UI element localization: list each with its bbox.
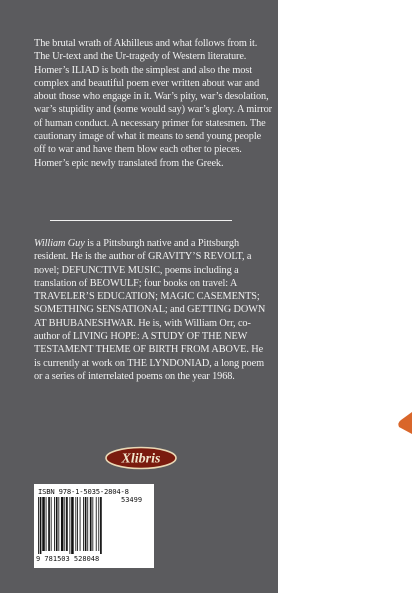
barcode-bar (77, 497, 78, 551)
blurb-paragraph: The brutal wrath of Akhilleus and what follows from it. The Ur-text and the Ur-tragedy of Western literature. Homer’s ILIAD is both the simplest and also the most complex and beautiful poem ever written about war and about those who engage in it. War’s pity, war’s desolation, war’s stupidity and (some would say) war’s glory. A mirror of human conduct. A necessary primer for statesmen. The cautionary image of what it means to send young people off to war and have them blow each other to pieces. Homer’s epic newly translated from the Greek. (34, 38, 272, 169)
publisher-logo (104, 446, 178, 470)
barcode-bar (66, 497, 68, 551)
front-cover-edge (278, 0, 412, 593)
barcode-bar (87, 497, 88, 551)
barcode-block (34, 484, 154, 568)
barcode-bar (61, 497, 64, 551)
divider-line (50, 220, 232, 221)
barcode-bar (56, 497, 58, 551)
price-code: 53499 (121, 496, 143, 504)
publisher-logo-text: Xlibris (121, 451, 161, 467)
barcode-bar (40, 497, 42, 554)
barcode-bar (51, 497, 52, 551)
publisher-logo-graphic (104, 446, 178, 470)
author-name: William Guy (34, 238, 85, 249)
isbn-label: ISBN 978-1-5035-2804-8 (38, 487, 129, 496)
barcode-bar (80, 497, 81, 551)
barcode-bars (38, 497, 118, 554)
author-bio (34, 237, 272, 383)
barcode-bar (71, 497, 74, 554)
orange-accent-mark (397, 412, 412, 434)
barcode-bar (92, 497, 93, 551)
barcode-bar (46, 497, 47, 551)
barcode-bar (100, 497, 102, 554)
barcode-bar (54, 497, 55, 551)
author-bio-text: is a Pittsburgh native and a Pittsburgh resident. He is the author of GRAVITY’S REVOLT, a novel; DEFUNCTIVE MUSIC, poems including a translation of BEOWULF; four books on travel: A TRAVELER’S EDUCATION; MAGIC CASEMENTS; SOMETHING SENSATIONAL; and GETTING DOWN AT BHUBANESHWAR. He is, with William Orr, co-author of LIVING HOPE: A STUDY OF THE NEW TESTAMENT THEME OF BIRTH FROM ABOVE. He is currently at work on THE LYNDONIAD, a long poem or a series of interrelated poems on the year 1968. (34, 238, 266, 382)
barcode-bar (38, 497, 39, 554)
barcode-bar (98, 497, 99, 551)
barcode-bar (96, 497, 97, 551)
barcode-bar (64, 497, 65, 551)
barcode-bar (48, 497, 50, 551)
barcode-bar (42, 497, 45, 551)
barcode-bar (75, 497, 76, 551)
barcode-bar (90, 497, 92, 551)
barcode-bar (83, 497, 84, 551)
barcode-bar (58, 497, 59, 551)
barcode-bar (69, 497, 70, 554)
barcode-bar (85, 497, 87, 551)
ean-digits: 9 781503 528048 (36, 555, 100, 563)
